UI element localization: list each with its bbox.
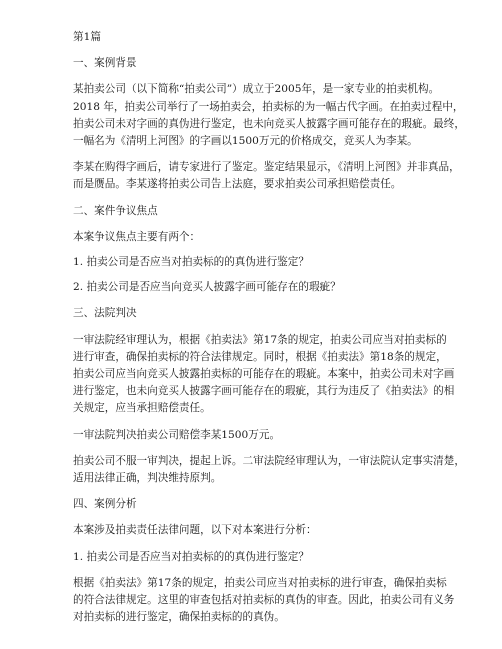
text-line: 进行鉴定，也未向竞买人披露字画可能存在的瑕疵，其行为违反了《拍卖法》的相 [73,385,455,398]
section-title-background: 一、案例背景 [73,57,137,70]
analysis-item-1: 1. 拍卖公司是否应当对拍卖标的的真伪进行鉴定？ [73,550,309,563]
analysis-paragraph-1 [73,575,458,627]
text-line: 李某在购得字画后，请专家进行了鉴定。鉴定结果显示，《清明上河图》并非真品， [73,161,460,174]
text-line: 对拍卖标的进行鉴定，确保拍卖标的的真伪。 [73,611,285,624]
analysis-intro: 本案涉及拍卖责任法律问题，以下对本案进行分析： [73,524,317,537]
section-title-judgment: 三、法院判决 [73,307,137,320]
dispute-item-2: 2. 拍卖公司是否应当向竞买人披露字画可能存在的瑕疵？ [73,281,341,294]
text-line: 拍卖公司未对字画的真伪进行鉴定，也未向竞买人披露字画可能存在的瑕疵。最终， [73,117,465,130]
judgment-paragraph-1 [73,332,458,418]
document-heading: 第1篇 [73,31,101,43]
background-paragraph-1 [73,81,465,150]
text-line: 2018 年，拍卖公司举行了一场拍卖会，拍卖标的为一幅古代字画。在拍卖过程中， [73,100,464,113]
section-title-analysis: 四、案例分析 [73,498,137,511]
text-line: 适用法律正确，判决维持原判。 [73,472,222,485]
text-line: 一幅名为《清明上河图》的字画以1500万元的价格成交，竞买人为李某。 [73,135,418,148]
section-title-dispute: 二、案件争议焦点 [73,204,158,217]
dispute-intro: 本案争议焦点主要有两个： [73,230,201,243]
text-line: 根据《拍卖法》第17条的规定，拍卖公司应当对拍卖标的进行审查，确保拍卖标 [73,576,447,589]
text-line: 一审法院经审理认为，根据《拍卖法》第17条的规定，拍卖公司应当对拍卖标的 [73,333,447,346]
background-paragraph-2 [73,159,458,193]
text-line: 的符合法律规定。这里的审查包括对拍卖标的真伪的审查。因此，拍卖公司有义务 [73,594,455,607]
text-line: 拍卖公司不服一审判决，提起上诉。二审法院经审理认为，一审法院认定事实清楚， [73,454,465,467]
text-line: 关规定，应当承担赔偿责任。 [73,402,211,415]
dispute-item-1: 1. 拍卖公司是否应当对拍卖标的的真伪进行鉴定？ [73,256,309,269]
judgment-paragraph-2: 一审法院判决拍卖公司赔偿李某1500万元。 [73,428,281,441]
text-line: 而是赝品。李某遂将拍卖公司告上法庭，要求拍卖公司承担赔偿责任。 [73,178,402,191]
text-line: 进行审查，确保拍卖标的符合法律规定。同时，根据《拍卖法》第18条的规定， [73,350,447,363]
text-line: 某拍卖公司（以下简称“拍卖公司”）成立于2005年，是一家专业的拍卖机构。 [73,83,440,96]
judgment-paragraph-3 [73,453,465,487]
text-line: 拍卖公司应当向竞买人披露拍卖标的可能存在的瑕疵。本案中，拍卖公司未对字画 [73,368,455,381]
